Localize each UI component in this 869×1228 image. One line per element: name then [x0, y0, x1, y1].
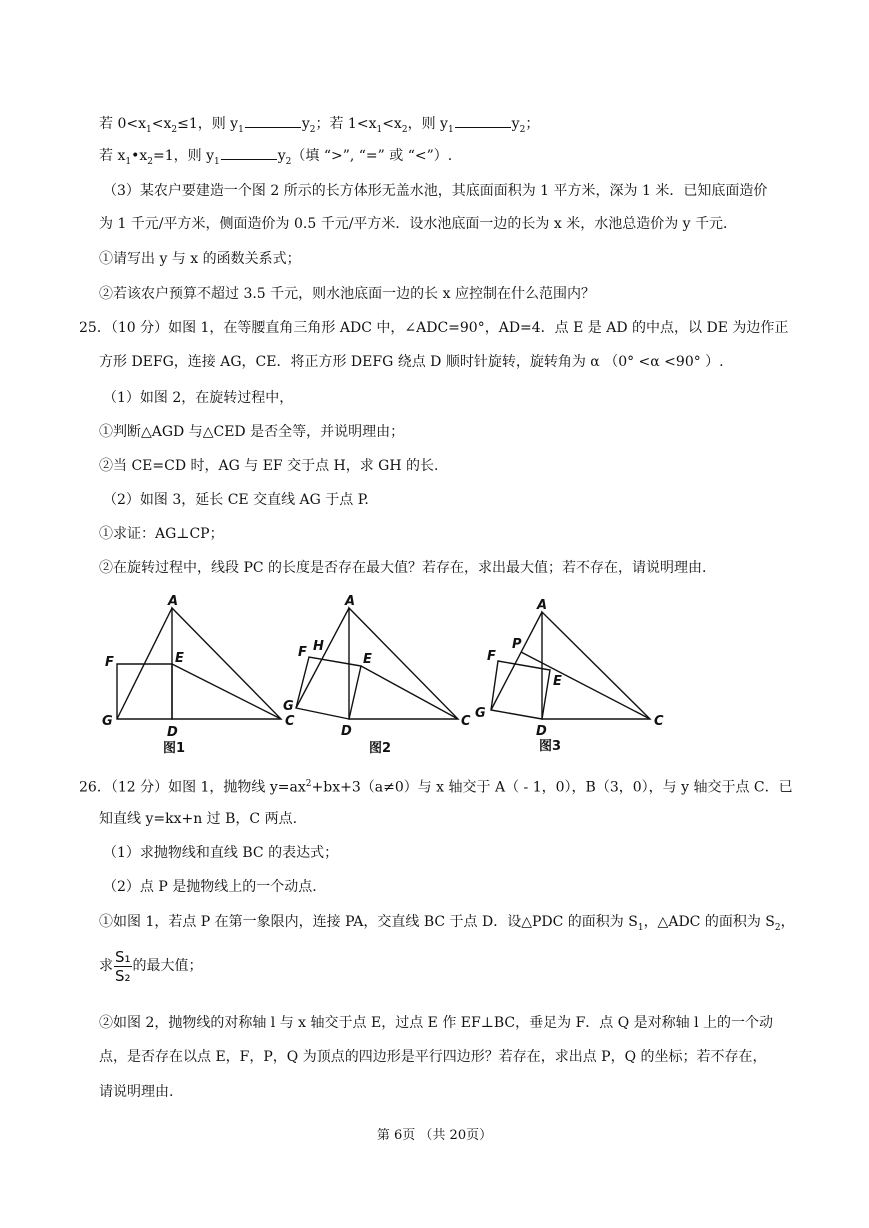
q25-part1: （1）如图 2，在旋转过程中， — [103, 390, 294, 406]
text-seg: ； — [525, 116, 540, 132]
fig2-square-defg — [296, 657, 361, 719]
answer-blank[interactable] — [221, 145, 277, 160]
text-seg: y — [301, 116, 310, 132]
fig2-label-f: F — [298, 645, 307, 660]
text-seg: ， — [780, 914, 795, 930]
subscript: 2 — [171, 124, 178, 135]
fig3-label-g: G — [475, 706, 486, 721]
subscript: 2 — [401, 124, 408, 135]
fig2-caption: 图2 — [369, 741, 392, 756]
subscript: 2 — [519, 124, 526, 135]
text-seg: ，△ADC 的面积为 S — [643, 914, 775, 930]
fraction-s1-over-s2 — [114, 948, 132, 985]
subscript: 1 — [447, 124, 454, 135]
text-seg: 若 0<x — [99, 116, 146, 132]
q26-part2-q2-line-2: 点，是否存在以点 E，F，P，Q 为顶点的四边形是平行四边形？若存在，求出点 P，Q 的坐标；若不存在， — [99, 1049, 767, 1065]
subscript: 1 — [637, 922, 644, 933]
text-seg: +bx+3（a≠0）与 x 轴交于 A（ - 1，0），B（3，0），与 y 轴交于点 C．已 — [311, 779, 793, 796]
q25-part2-q2: ②在旋转过程中，线段 PC 的长度是否存在最大值？若存在，求出最大值；若不存在，请说明理由. — [99, 560, 707, 576]
fig1-square-defg — [117, 664, 172, 719]
text-seg: ①如图 1，若点 P 在第一象限内，连接 PA，交直线 BC 于点 D．设△PDC 的面积为 S — [99, 914, 638, 930]
q26-part2-q2-line-3: 请说明理由. — [99, 1084, 174, 1100]
q25-part2: （2）如图 3，延长 CE 交直线 AG 于点 P. — [103, 492, 369, 508]
q26-part2-q1 — [99, 912, 795, 938]
subscript: 1 — [238, 124, 244, 135]
q26-line-1 — [79, 774, 793, 798]
subscript: 2 — [309, 124, 316, 135]
fig1-label-f: F — [105, 655, 114, 670]
q26-line-2: 知直线 y=kx+n 过 B，C 两点. — [99, 811, 298, 827]
subscript: 2 — [147, 156, 153, 167]
fig1-triangle-adc — [172, 608, 281, 719]
subscript: 2 — [774, 922, 781, 933]
fig2-label-e: E — [363, 652, 372, 667]
fig1-label-e: E — [175, 651, 184, 666]
fig2-label-d: D — [341, 724, 352, 739]
fig3-label-a: A — [537, 598, 548, 613]
q26-part2-q2-line-1: ②如图 2，抛物线的对称轴 l 与 x 轴交于点 E，过点 E 作 EF⊥BC，垂足为 F．点 Q 是对称轴 l 上的一个动 — [99, 1015, 774, 1031]
q25-part2-q1: ①求证：AG⊥CP； — [99, 526, 224, 542]
fig3-label-p: P — [512, 637, 522, 652]
subscript: 1 — [213, 156, 220, 167]
text-seg: 的最大值； — [132, 958, 203, 974]
fig1-label-d: D — [167, 725, 178, 740]
text-seg: ，则 y — [407, 116, 448, 132]
fig1-caption: 图1 — [163, 741, 186, 756]
fig2-label-h: H — [313, 639, 324, 654]
subscript: 1 — [376, 124, 383, 135]
text-seg: ；若 1<x — [315, 116, 377, 132]
fig1-label-a: A — [168, 594, 179, 609]
q25-part1-q1: ①判断△AGD 与△CED 是否全等，并说明理由； — [99, 424, 405, 440]
text-seg: 若 x — [99, 148, 126, 164]
fig3-label-d: D — [536, 724, 547, 739]
fig2-label-g: G — [283, 699, 294, 714]
fig1-label-g: G — [102, 714, 113, 729]
fig2-label-c: C — [461, 714, 471, 729]
fig1-line-ce — [172, 664, 281, 719]
q25-line-1: 25．（10 分）如图 1，在等腰直角三角形 ADC 中，∠ADC=90°，AD=4．点 E 是 AD 的中点，以 DE 为边作正 — [79, 320, 789, 336]
q26-fraction-line — [99, 944, 203, 988]
fig2-line-ce — [361, 666, 458, 719]
text-seg: y — [277, 148, 286, 164]
text-seg: （填 “>”, “=” 或 “<”）. — [291, 148, 453, 164]
q25-part1-q2: ②当 CE=CD 时，AG 与 EF 交于点 H，求 GH 的长. — [99, 458, 439, 474]
page-footer: 第 6页 （共 20页） — [376, 1128, 493, 1143]
q24-line-1 — [99, 113, 539, 140]
answer-blank[interactable] — [245, 113, 301, 128]
answer-blank[interactable] — [455, 113, 511, 128]
fig3-label-e: E — [553, 674, 562, 689]
geometry-figures — [0, 585, 869, 760]
fraction-numerator: S₁ — [115, 947, 131, 966]
text-seg: y — [511, 116, 520, 132]
fig3-label-f: F — [487, 649, 496, 664]
q25-line-2: 方形 DEFG，连接 AG，CE．将正方形 DEFG 绕点 D 顺时针旋转，旋转角为 α （0° <α <90° ）. — [99, 354, 724, 370]
text-seg: <x — [151, 116, 172, 132]
subscript: 1 — [145, 124, 152, 135]
q24-part3-q1: ①请写出 y 与 x 的函数关系式； — [99, 251, 301, 267]
fraction-denominator: S₂ — [115, 966, 131, 985]
fig3-line-pc — [521, 652, 650, 719]
text-seg: 求 — [99, 958, 113, 974]
q26-part1: （1）求抛物线和直线 BC 的表达式； — [103, 845, 339, 861]
q24-part3-line-1: （3）某农户要建造一个图 2 所示的长方体形无盖水池，其底面面积为 1 平方米，深为 1 米．已知底面造价 — [103, 183, 768, 199]
q24-part3-line-2: 为 1 千元/平方米，侧面造价为 0.5 千元/平方米．设水池底面一边的长为 x 米，水池总造价为 y 千元． — [99, 216, 738, 232]
text-seg: 26．（12 分）如图 1，抛物线 y=ax — [79, 779, 306, 796]
subscript: 2 — [285, 156, 292, 167]
text-seg: ≤1，则 y — [177, 116, 239, 132]
fig2-label-a: A — [345, 594, 356, 609]
fig3-label-c: C — [654, 714, 664, 729]
fig1-label-c: C — [285, 714, 295, 729]
text-seg: •x — [131, 148, 148, 164]
fig3-square-defg — [491, 661, 550, 719]
fig3-triangle-adc — [542, 612, 650, 719]
subscript: 1 — [125, 156, 132, 167]
superscript: 2 — [305, 779, 312, 789]
q24-line-2 — [99, 145, 452, 172]
fig3-caption: 图3 — [539, 739, 562, 754]
text-seg: <x — [382, 116, 402, 132]
q24-part3-q2: ②若该农户预算不超过 3.5 千元，则水池底面一边的长 x 应控制在什么范围内？ — [99, 286, 595, 302]
q26-part2: （2）点 P 是抛物线上的一个动点. — [103, 879, 317, 895]
text-seg: =1，则 y — [152, 148, 214, 164]
